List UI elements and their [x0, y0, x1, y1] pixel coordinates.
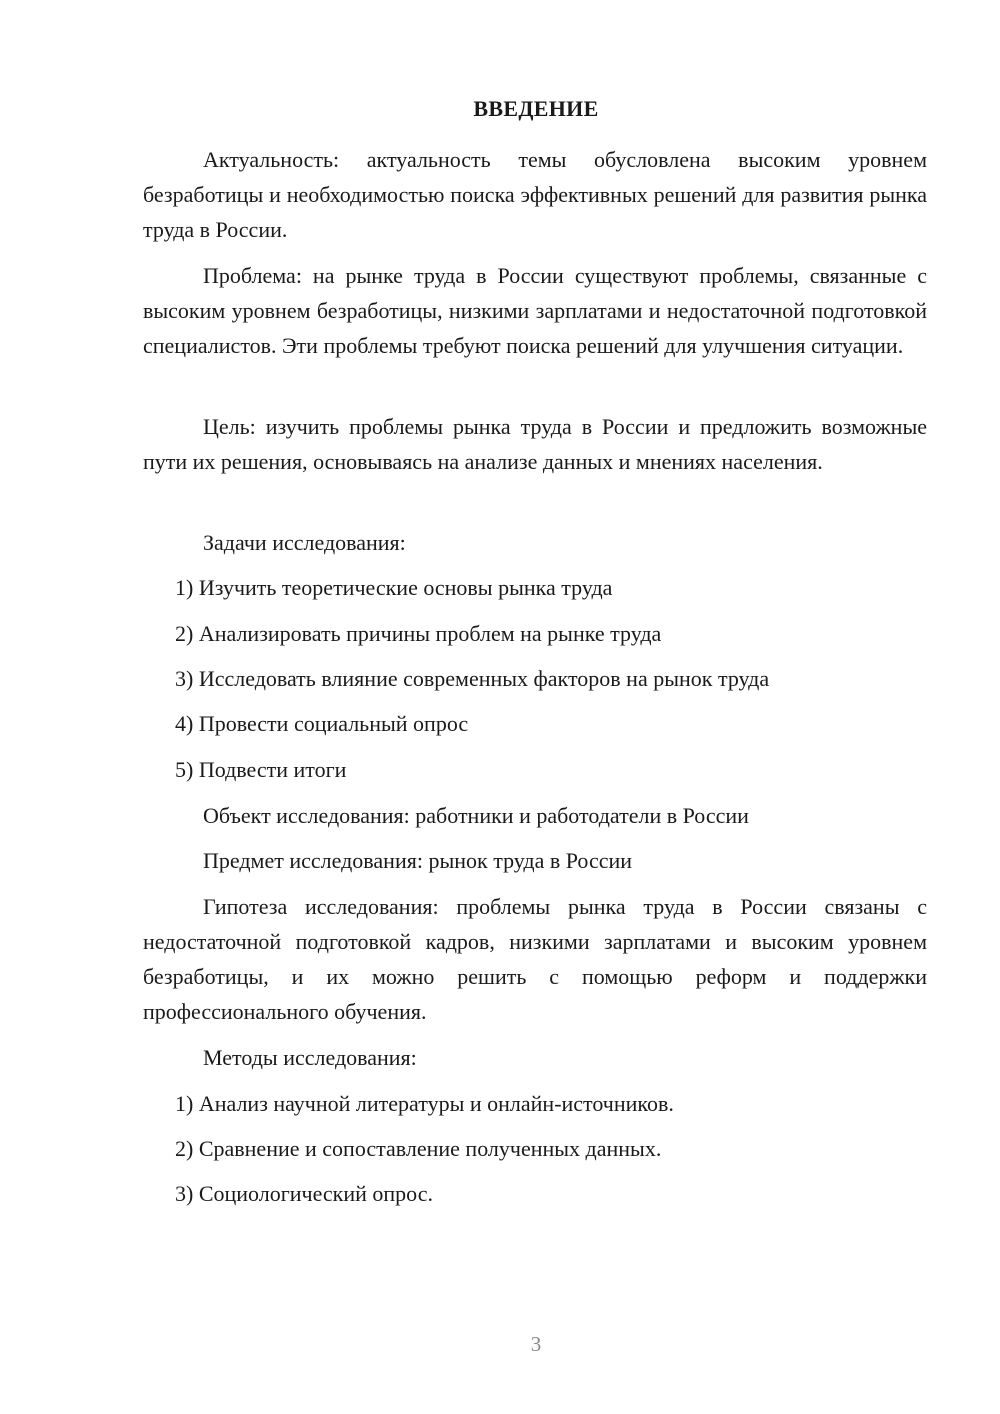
list-item-task-4: 4) Провести социальный опрос: [175, 711, 469, 736]
research-object: Объект исследования: работники и работодатели в России: [203, 803, 749, 828]
research-subject: Предмет исследования: рынок труда в России: [203, 848, 633, 873]
page-number: 3: [530, 1332, 542, 1356]
problem-paragraph: Проблема: на рынке труда в России существуют проблемы, связанные с высоким уровнем безработицы, низкими зарплатами и недостаточной подготовкой специалистов. Эти проблемы требуют поиска решений для улучшения ситуации.: [143, 263, 927, 358]
list-item-task-1: 1) Изучить теоретические основы рынка труда: [175, 575, 613, 600]
goal-paragraph: Цель: изучить проблемы рынка труда в России и предложить возможные пути их решения, основываясь на анализе данных и мнениях населения.: [143, 414, 927, 474]
list-item-method-1: 1) Анализ научной литературы и онлайн-источников.: [175, 1091, 674, 1116]
hypothesis-paragraph: Гипотеза исследования: проблемы рынка труда в России связаны с недостаточной подготовкой кадров, низкими зарплатами и высоким уровнем безработицы, и их можно решить с помощью реформ и поддержки профессионального обучения.: [143, 894, 927, 1024]
relevance-paragraph: Актуальность: актуальность темы обусловлена высоким уровнем безработицы и необходимостью поиска эффективных решений для развития рынка труда в России.: [143, 147, 927, 242]
list-item-task-3: 3) Исследовать влияние современных факторов на рынок труда: [175, 666, 770, 691]
list-item-method-3: 3) Социологический опрос.: [175, 1181, 433, 1206]
list-item-task-2: 2) Анализировать причины проблем на рынке труда: [175, 621, 662, 646]
tasks-heading: Задачи исследования:: [203, 530, 406, 555]
list-item-method-2: 2) Сравнение и сопоставление полученных данных.: [175, 1136, 662, 1161]
list-item-task-5: 5) Подвести итоги: [175, 757, 347, 782]
methods-heading: Методы исследования:: [203, 1045, 417, 1070]
page-title: ВВЕДЕНИЕ: [473, 96, 599, 121]
